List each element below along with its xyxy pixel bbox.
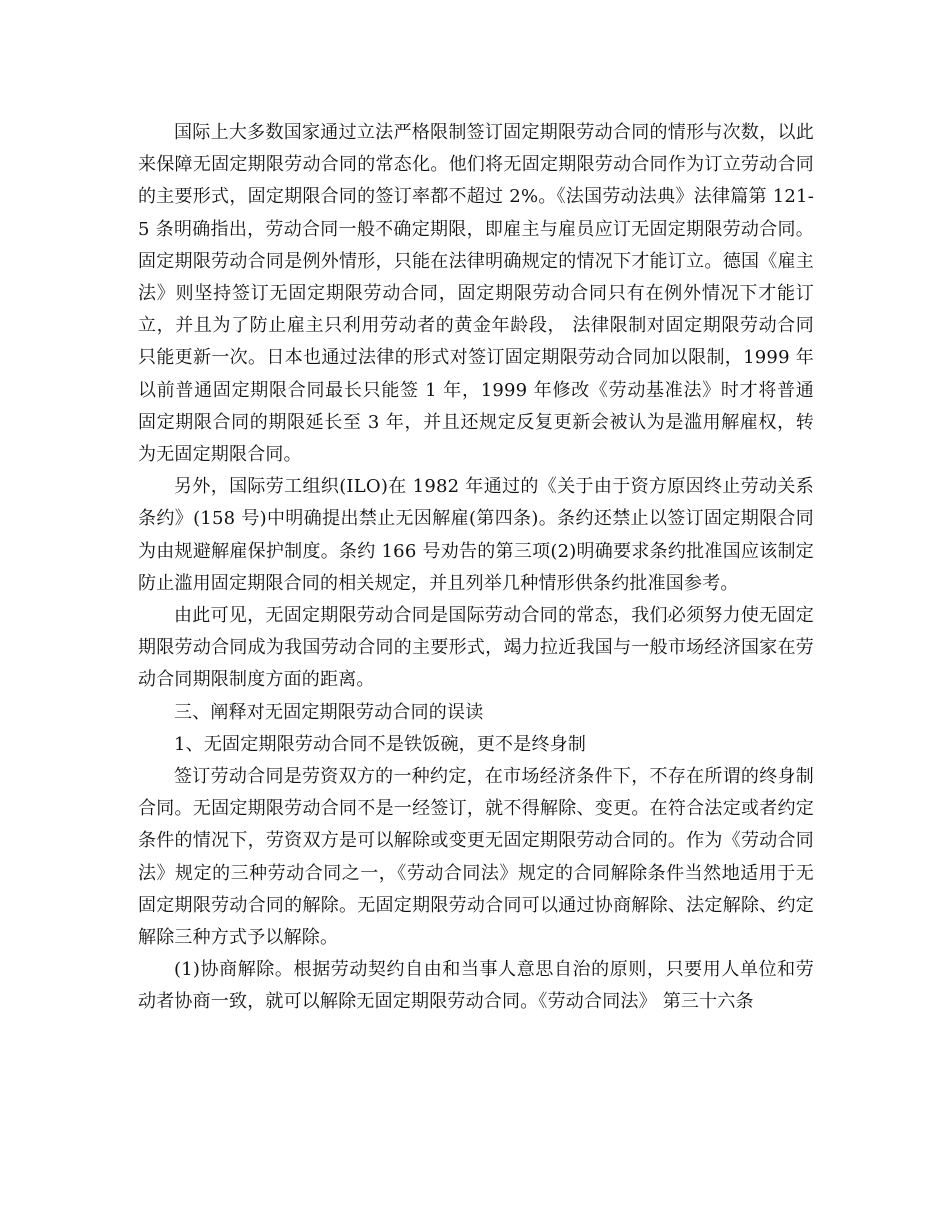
section-heading-misreading: 三、阐释对无固定期限劳动合同的误读 bbox=[174, 701, 484, 723]
paragraph-conclusion: 由此可见，无固定期限劳动合同是国际劳动合同的常态，我们必须努力使无固定期限劳动合同成为我国劳动合同的主要形式，竭力拉近我国与一般市场经济国家在劳动合同期限制度方面的距离。 bbox=[138, 605, 814, 691]
subsection-heading-not-iron-rice-bowl: 1、无固定期限劳动合同不是铁饭碗，更不是终身制 bbox=[174, 733, 587, 755]
paragraph-contract-termination: 签订劳动合同是劳资双方的一种约定，在市场经济条件下，不存在所谓的终身制合同。无固定期限劳动合同不是一经签订，就不得解除、变更。在符合法定或者约定条件的情况下，劳资双方是可以解除或变更无固定期限劳动合同的。作为《劳动合同法》规定的三种劳动合同之一，《劳动合同法》规定的合同解除条件当然地适用于无固定期限劳动合同的解除。无固定期限劳动合同可以通过协商解除、法定解除、约定解除三种方式予以解除。 bbox=[138, 766, 814, 949]
document-body bbox=[138, 117, 814, 1019]
paragraph-negotiated-termination: (1)协商解除。根据劳动契约自由和当事人意思自治的原则，只要用人单位和劳动者协商一致，就可以解除无固定期限劳动合同。《劳动合同法》 第三十六条 bbox=[138, 959, 814, 1013]
paragraph-ilo-convention: 另外，国际劳工组织(ILO)在 1982 年通过的《关于由于资方原因终止劳动关系条约》(158 号)中明确提出禁止无因解雇(第四条)。条约还禁止以签订固定期限合同为由规避解雇保护制度。条约 166 号劝告的第三项(2)明确要求条约批准国应该制定防止滥用固定期限合同的相关规定，并且列举几种情形供条约批准国参考。 bbox=[138, 476, 814, 594]
paragraph-international-practice: 国际上大多数国家通过立法严格限制签订固定期限劳动合同的情形与次数，以此来保障无固定期限劳动合同的常态化。他们将无固定期限劳动合同作为订立劳动合同的主要形式，固定期限合同的签订率都不超过 2%。《法国劳动法典》法律篇第 121-5 条明确指出，劳动合同一般不确定期限，即雇主与雇员应订无固定期限劳动合同。固定期限劳动合同是例外情形，只能在法律明确规定的情况下才能订立。德国《雇主法》则坚持签订无固定期限劳动合同，固定期限劳动合同只有在例外情况下才能订立，并且为了防止雇主只利用劳动者的黄金年龄段， 法律限制对固定期限劳动合同只能更新一次。日本也通过法律的形式对签订固定期限劳动合同加以限制，1999 年以前普通固定期限合同最长只能签 1 年，1999 年修改《劳动基准法》时才将普通固定期限合同的期限延长至 3 年，并且还规定反复更新会被认为是滥用解雇权，转为无固定期限合同。 bbox=[138, 122, 814, 466]
